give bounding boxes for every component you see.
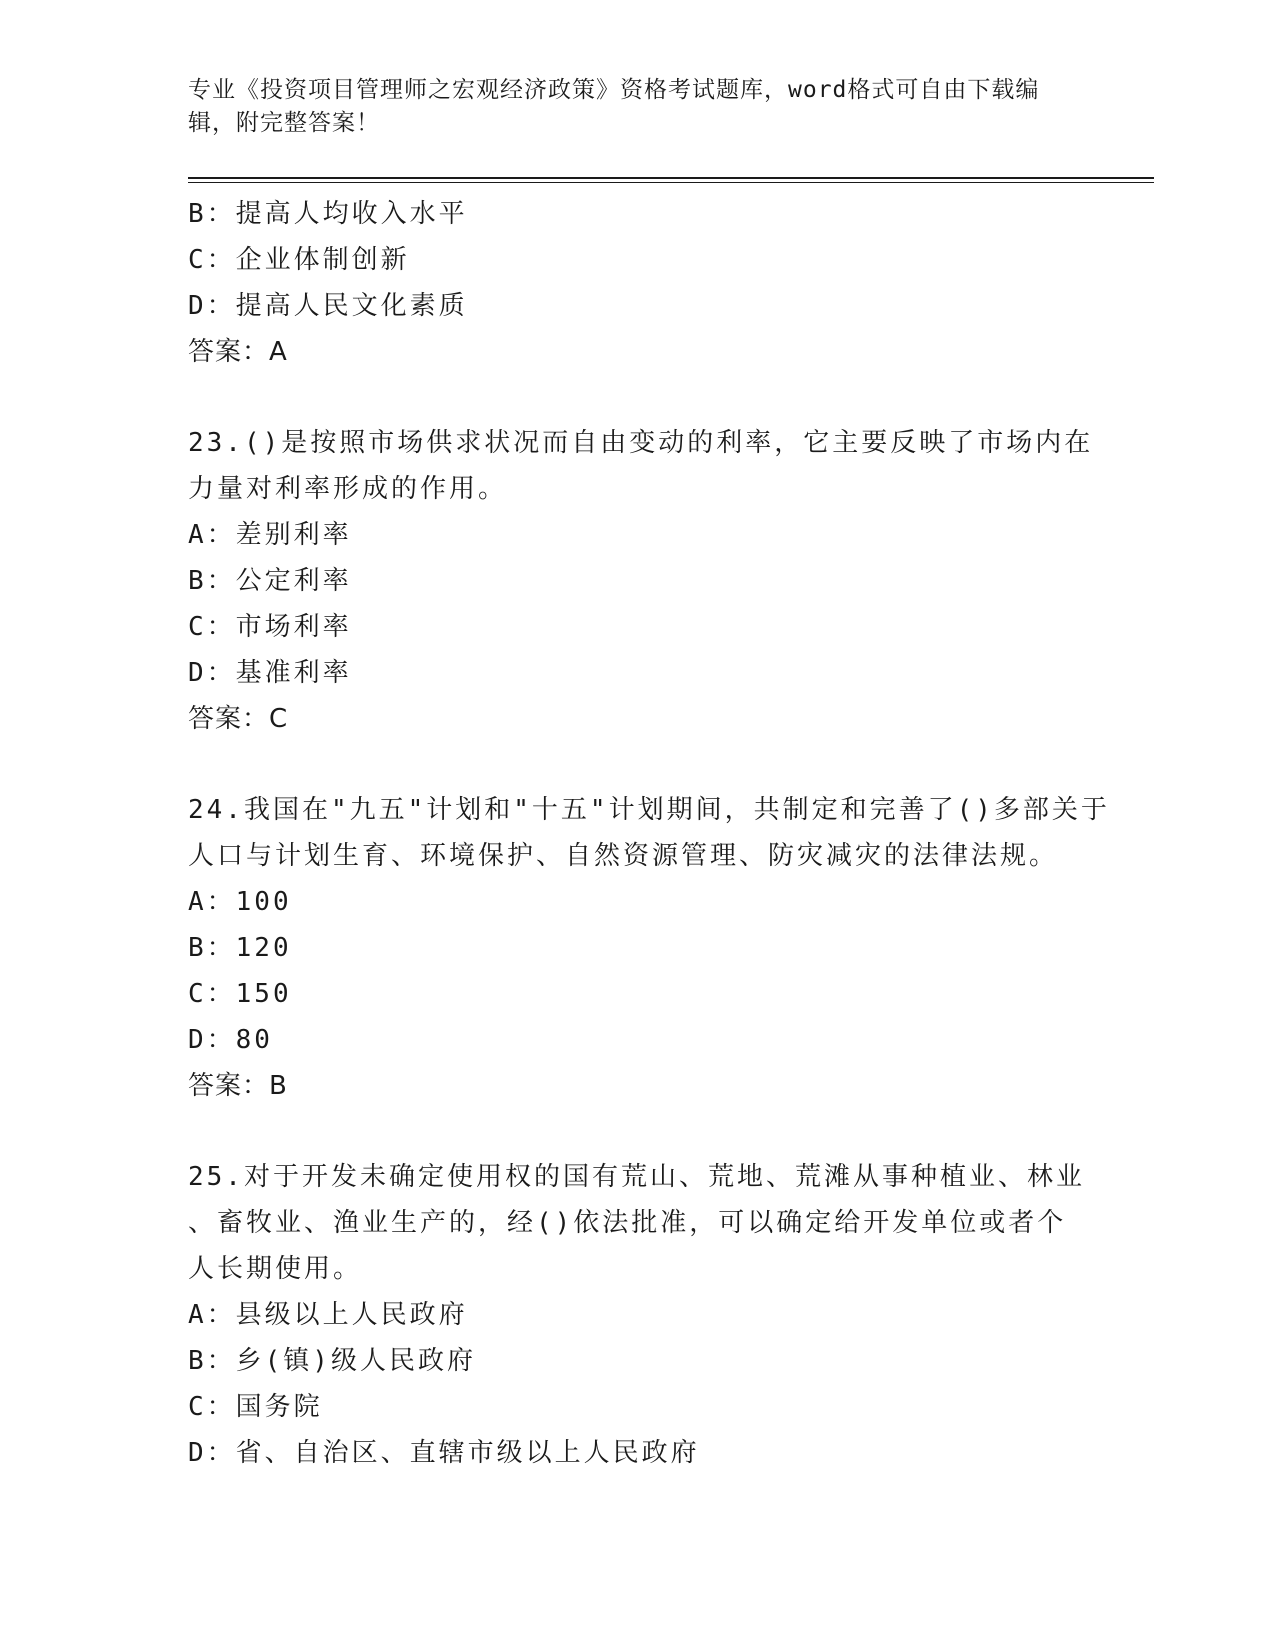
option-d: D：提高人民文化素质 [188, 291, 468, 321]
option-c: C：企业体制创新 [188, 245, 410, 275]
header-rule-thick [188, 177, 1154, 179]
document-header [188, 74, 1068, 140]
option-d: D：基准利率 [188, 658, 352, 688]
option-b: B：120 [188, 933, 292, 963]
option-a: A：100 [188, 887, 292, 917]
option-c: C：市场利率 [188, 612, 352, 642]
question-stem-line: 人长期使用。 [188, 1254, 363, 1284]
header-line-1: 专业《投资项目管理师之宏观经济政策》资格考试题库，word格式可自由下载编 [188, 77, 1040, 103]
header-line-2: 辑，附完整答案！ [188, 110, 380, 136]
question-stem-line: 23.()是按照市场供求状况而自由变动的利率，它主要反映了市场内在 [188, 428, 1094, 458]
option-a: A：差别利率 [188, 520, 352, 550]
option-d: D：省、自治区、直辖市级以上人民政府 [188, 1438, 700, 1468]
question-stem-line: 25.对于开发未确定使用权的国有荒山、荒地、荒滩从事种植业、林业 [188, 1162, 1085, 1192]
question-stem-line: 人口与计划生育、环境保护、自然资源管理、防灾减灾的法律法规。 [188, 841, 1059, 871]
option-c: C：国务院 [188, 1392, 323, 1422]
question-23 [188, 420, 1094, 742]
question-22 [188, 191, 1088, 375]
option-b: B：提高人均收入水平 [188, 199, 468, 229]
header-rule-thin [188, 182, 1154, 183]
question-24 [188, 787, 1110, 1109]
option-c: C：150 [188, 979, 292, 1009]
question-stem-line: 力量对利率形成的作用。 [188, 474, 508, 504]
question-stem-line: 、畜牧业、渔业生产的，经()依法批准，可以确定给开发单位或者个 [188, 1208, 1067, 1238]
option-b: B：公定利率 [188, 566, 352, 596]
option-d: D：80 [188, 1025, 273, 1055]
answer-line: 答案：B [188, 1071, 288, 1101]
option-b: B：乡(镇)级人民政府 [188, 1346, 476, 1376]
question-25 [188, 1154, 1088, 1476]
option-a: A：县级以上人民政府 [188, 1300, 468, 1330]
question-stem-line: 24.我国在"九五"计划和"十五"计划期间，共制定和完善了()多部关于 [188, 795, 1110, 825]
question-list [188, 191, 1110, 1476]
answer-line: 答案：A [188, 337, 288, 367]
answer-line: 答案：C [188, 704, 289, 734]
